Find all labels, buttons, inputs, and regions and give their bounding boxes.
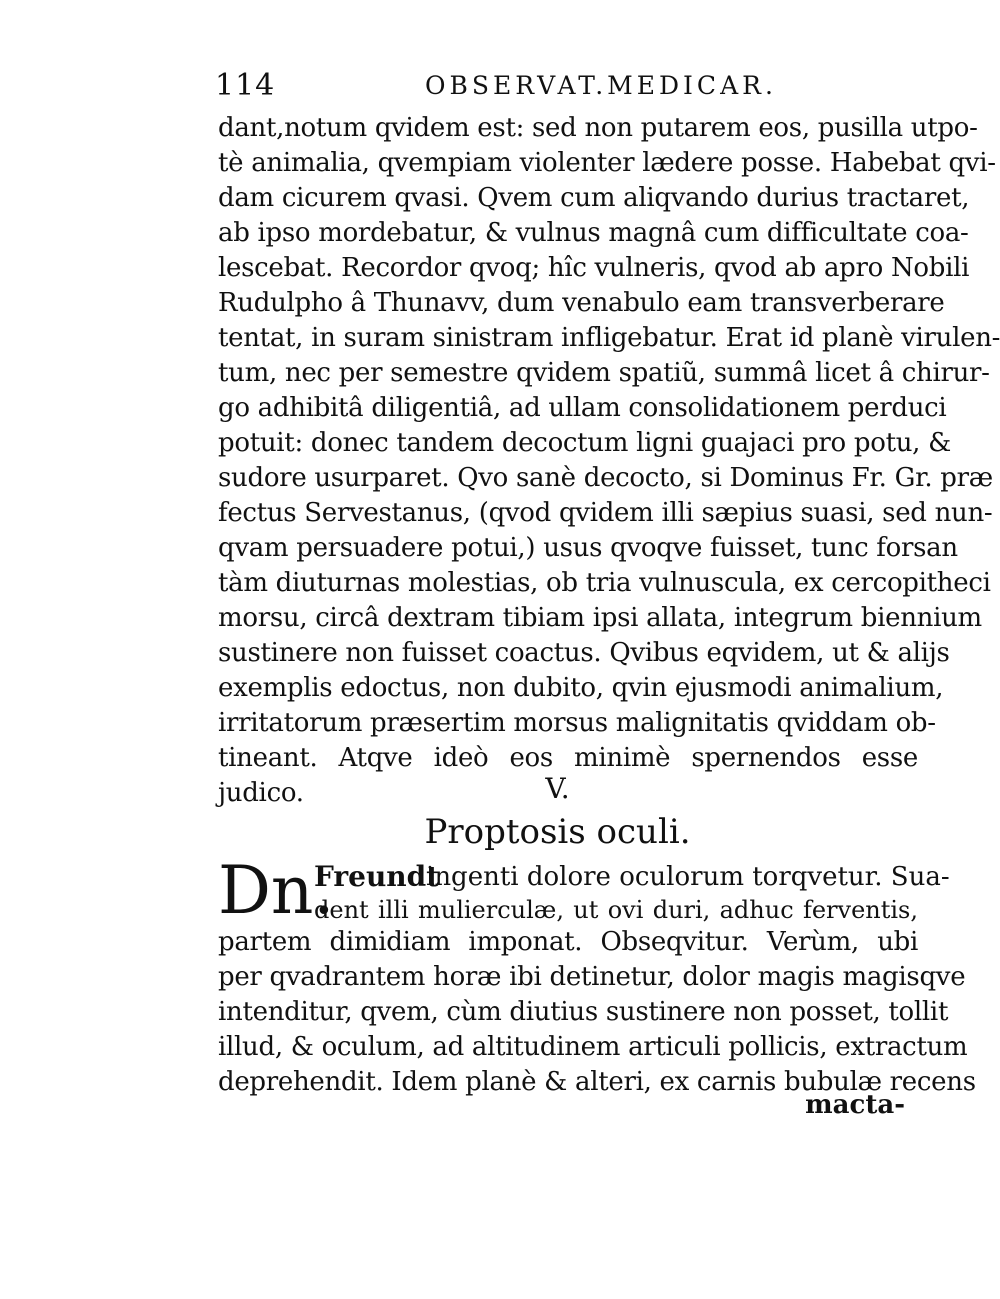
catchword: macta- [805,1090,905,1120]
paragraph-proptosis [218,925,976,1100]
drop-cap: Dn. [218,852,335,929]
text-line: tè animalia, qvempiam violenter lædere posse. Habebat qvi- [218,148,996,178]
text-line: partem dimidiam imponat. Obseqvitur. Verùm, ubi [218,927,918,957]
running-title: OBSERVAT.MEDICAR. [425,71,777,100]
text-line: dam cicurem qvasi. Qvem cum aliqvando durius tractaret, [218,183,970,213]
patient-name: Freundt [314,860,440,893]
section-title: Proptosis oculi. [424,812,691,852]
text-line: sudore usurparet. Qvo sanè decocto, si Dominus Fr. Gr. præ [218,463,993,493]
section-number: V. [545,772,570,805]
text-line: go adhibitâ diligentiâ, ad ullam consolidationem perduci [218,393,947,423]
opening-line-2: dent illi mulierculæ, ut ovi duri, adhuc ferventis, [314,896,918,924]
text-line: illud, & oculum, ad altitudinem articuli pollicis, extractum [218,1032,968,1062]
text-line: tum, nec per semestre qvidem spatiũ, summâ licet â chirur- [218,358,990,388]
text-line: dant,notum qvidem est: sed non putarem eos, pusilla utpo- [218,113,978,143]
text-line: sustinere non fuisset coactus. Qvibus eqvidem, ut & alijs [218,638,950,668]
text-line: qvam persuadere potui,) usus qvoqve fuisset, tunc forsan [218,533,958,563]
text-line: potuit: donec tandem decoctum ligni guajaci pro potu, & [218,428,951,458]
text-line: exemplis edoctus, non dubito, qvin ejusmodi animalium, [218,673,944,703]
text-line: morsu, circâ dextram tibiam ipsi allata, integrum biennium [218,603,982,633]
text-line: Rudulpho â Thunavv, dum venabulo eam transverberare [218,288,945,318]
text-line: fectus Servestanus, (qvod qvidem illi sæpius suasi, sed nun- [218,498,993,528]
page-number: 114 [215,68,276,103]
text-line: tentat, in suram sinistram infligebatur. Erat id planè virulen- [218,323,1000,353]
text-line: ab ipso mordebatur, & vulnus magnâ cum difficultate coa- [218,218,969,248]
text-line: tàm diuturnas molestias, ob tria vulnuscula, ex cercopitheci [218,568,991,598]
paragraph-observation-iv-end [218,111,1000,811]
text-line: lescebat. Recordor qvoq; hîc vulneris, qvod ab apro Nobili [218,253,970,283]
opening-line-1: ingenti dolore oculorum torqvetur. Sua- [426,862,950,892]
text-line: tineant. Atqve ideò eos minimè spernendos esse [218,743,918,773]
text-line: irritatorum præsertim morsus malignitatis qviddam ob- [218,708,936,738]
text-line: intenditur, qvem, cùm diutius sustinere non posset, tollit [218,997,949,1027]
text-line: judico. [218,778,304,808]
page-header [215,68,915,108]
text-line: deprehendit. Idem planè & alteri, ex carnis bubulæ recens [218,1067,976,1097]
text-line: per qvadrantem horæ ibi detinetur, dolor magis magisqve [218,962,966,992]
